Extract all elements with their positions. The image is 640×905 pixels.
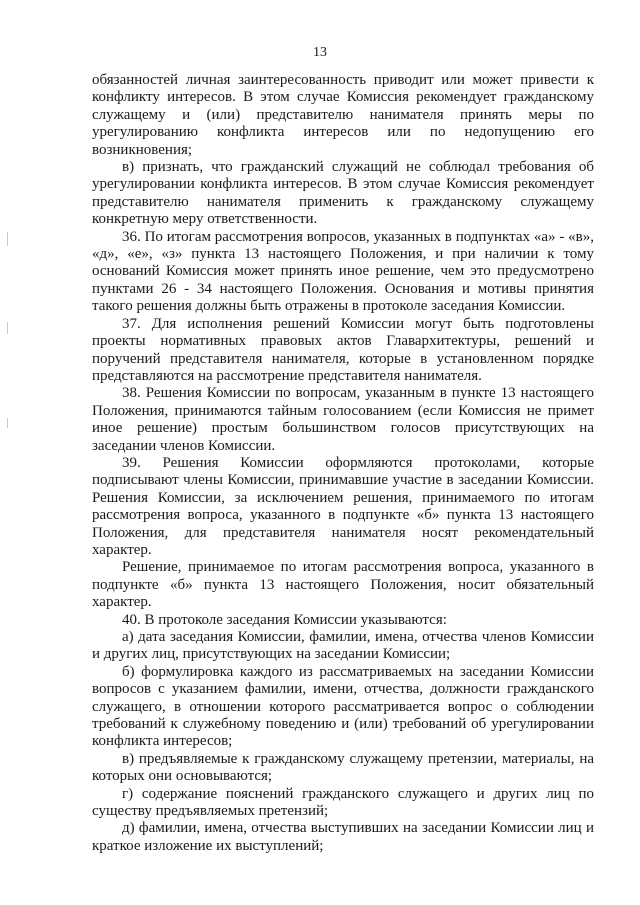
paragraph-37: 37. Для исполнения решений Комиссии могут быть подготовлены проекты нормативных правовых актов Главархитектуры, решений и поручений представителя нанимателя, которые в установленном порядке представляются на рассмотрение представителя нанимателя.: [92, 315, 594, 384]
paragraph-39: 39. Решения Комиссии оформляются протоколами, которые подписывают члены Комиссии, принимавшие участие в заседании Комиссии. Решения Комиссии, за исключением решения, принимаемого по итогам рассмотрения вопроса, указанного в подпункте «б» пункта 13 настоящего Положения, для представителя нанимателя носят рекомендательный характер.: [92, 454, 594, 558]
paragraph-40-item-b: б) формулировка каждого из рассматриваемых на заседании Комиссии вопросов с указанием фамилии, имени, отчества, должности гражданского служащего, в отношении которого рассматривается вопрос о соблюдении требований к служебному поведению и (или) требований об урегулировании конфликта интересов;: [92, 663, 594, 750]
paragraph-40-item-g: г) содержание пояснений гражданского служащего и других лиц по существу предъявляемых претензий;: [92, 785, 594, 820]
paragraph-40-item-d: д) фамилии, имена, отчества выступивших на заседании Комиссии лиц и краткое изложение их выступлений;: [92, 820, 594, 854]
paragraph-40-item-v: в) предъявляемые к гражданскому служащему претензии, материалы, на которых они основываются;: [92, 750, 594, 785]
document-body: [92, 72, 594, 855]
paragraph-36: 36. По итогам рассмотрения вопросов, указанных в подпунктах «а» - «в», «д», «е», «з» пункта 13 настоящего Положения, и при наличии к тому оснований Комиссия может принять иное решение, чем это предусмотрено пунктами 26 - 34 настоящего Положения. Основания и мотивы принятия такого решения должны быть отражены в протоколе заседания Комиссии.: [92, 228, 594, 315]
paragraph-39-binding-decision: Решение, принимаемое по итогам рассмотрения вопроса, указанного в подпункте «б» пункта 13 настоящего Положения, носит обязательный характер.: [92, 559, 594, 611]
paragraph-40: 40. В протоколе заседания Комиссии указываются:: [122, 611, 447, 628]
margin-scan-mark: [7, 322, 8, 334]
paragraph-38: 38. Решения Комиссии по вопросам, указанным в пункте 13 настоящего Положения, принимаются тайным голосованием (если Комиссия не примет иное решение) простым большинством голосов присутствующих на заседании членов Комиссии.: [92, 385, 594, 454]
paragraph-40-item-a: а) дата заседания Комиссии, фамилии, имена, отчества членов Комиссии и других лиц, присутствующих на заседании Комиссии;: [92, 629, 594, 663]
margin-scan-mark: [7, 232, 8, 246]
paragraph-item-v: в) признать, что гражданский служащий не соблюдал требования об урегулировании конфликта интересов. В этом случае Комиссия рекомендует представителю нанимателя применить к гражданскому служащему конкретную меру ответственности.: [92, 159, 594, 228]
paragraph-continuation: обязанностей личная заинтересованность приводит или может привести к конфликту интересов. В этом случае Комиссия рекомендует гражданскому служащему и (или) представителю нанимателя принять меры по урегулированию конфликта интересов или по недопущению его возникновения;: [92, 72, 594, 158]
margin-scan-mark: [7, 418, 8, 428]
page-number: 13: [313, 45, 327, 60]
